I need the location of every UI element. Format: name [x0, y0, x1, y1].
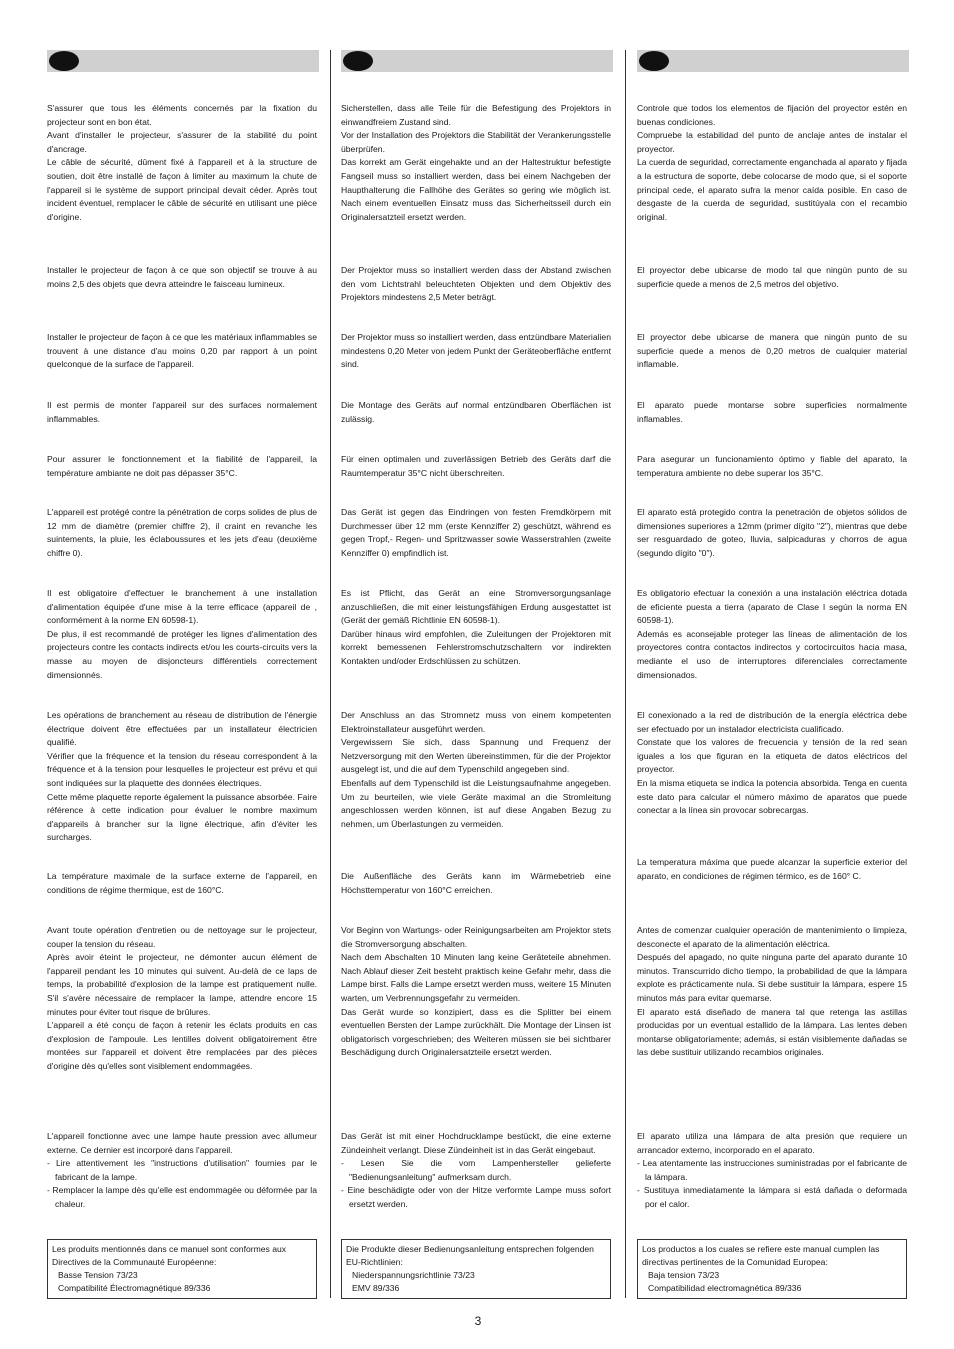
section-ambient-temperature	[47, 453, 317, 480]
text-line: Después del apagado, no quite ninguna parte del aparato durante 10 minutos. Transcurrido dicho tiempo, la probabilidad de que la lámpara explote es prácticamente nula. Si debe sustituir la lámpara, espere 15 minutos más para evitar quemarse.	[637, 952, 907, 1003]
text-line: En la misma etiqueta se indica la potencia absorbida. Tenga en cuenta este dato para calcular el número máximo de aparatos que puede conectar a la línea sin provocar sobrecargas.	[637, 777, 907, 816]
section-surface-temperature	[47, 870, 317, 897]
section-ip-protection	[47, 506, 317, 560]
section-lamp	[341, 1130, 611, 1212]
text-line: Para asegurar un funcionamiento óptimo y fiable del aparato, la temperatura ambiente no debe superar los 35°C.	[637, 454, 907, 478]
conformity-intro: Los productos a los cuales se refiere este manual cumplen las directivas pertinentes de la Comunidad Europea:	[642, 1244, 880, 1267]
section-flammable-distance	[47, 331, 317, 372]
text-line: El proyector debe ubicarse de manera que ningún punto de su superficie quede a menos de 0,20 metros de cualquier material inflamable.	[637, 332, 907, 370]
text-line: Installer le projecteur de façon à ce que son objectif se trouve à au moins 2,5 des objets que devra atteindre le faisceau lumineux.	[47, 265, 317, 289]
text-line: Für einen optimalen und zuverlässigen Betrieb des Geräts darf die Raumtemperatur 35°C nicht überschreiten.	[341, 454, 611, 478]
conformity-box	[341, 1239, 611, 1299]
language-marker-icon	[343, 51, 373, 71]
section-surface-temperature	[637, 856, 907, 883]
text-line: Sicherstellen, dass alle Teile für die Befestigung des Projektors in einwandfreiem Zustand sind.	[341, 103, 611, 127]
text-line: Nach dem Abschalten 10 Minuten lang keine Geräteteile abnehmen. Nach Ablauf dieser Zeit besteht praktisch keine Gefahr mehr, dass die Lampe birst. Falls die Lampe ersetzt werden muss, weitere 15 Minuten warten, um Verbrennungsgefahr zu vermeiden.	[341, 952, 611, 1003]
text-line: Il est obligatoire d'effectuer le branchement à une installation d'alimentation équipée d'une mise à la terre efficace (appareil de , conformément à la norme EN 60598-1).	[47, 588, 317, 626]
section-earthing	[637, 587, 907, 682]
text-line: Das korrekt am Gerät eingehakte und an der Haltestruktur befestigte Fangseil muss so installiert werden, dass bei einem Nachgeben der Haupthalterung die Fallhöhe des Gerätes so gering wie möglich ist. Nach einem eventuellen Einsatz muss das Sicherheitsseil durch ein Originalersatzteil ersetzt werden.	[341, 157, 611, 222]
text-line: De plus, il est recommandé de protéger les lignes d'alimentation des projecteurs contre les contacts indirects et/ou les courts-circuits vers la masse au moyen de disjoncteurs différentiels correctement dimensionnés.	[47, 628, 317, 680]
text-line: Compruebe la estabilidad del punto de anclaje antes de instalar el proyector.	[637, 130, 907, 154]
conformity-directive: Compatibilité Électromagnétique 89/336	[58, 1283, 211, 1293]
section-earthing	[341, 587, 611, 669]
text-line: Controle que todos los elementos de fijación del proyector estén en buenas condiciones.	[637, 103, 907, 127]
text-line: Pour assurer le fonctionnement et la fiabilité de l'appareil, la température ambiante ne doit pas dépasser 35°C.	[47, 454, 317, 478]
conformity-directive: EMV 89/336	[352, 1283, 400, 1293]
text-line: Antes de comenzar cualquier operación de mantenimiento o limpieza, desconecte el aparato de la alimentación eléctrica.	[637, 925, 907, 949]
section-mains-connection	[341, 709, 611, 831]
section-lamp	[637, 1130, 907, 1212]
section-maintenance	[47, 924, 317, 1074]
section-flammable-distance	[341, 331, 611, 372]
text-line: Die Außenfläche des Geräts kann im Wärmebetrieb eine Höchsttemperatur von 160°C erreichen.	[341, 871, 611, 895]
text-line: La temperatura máxima que puede alcanzar la superficie exterior del aparato, en condiciones de régimen térmico, es de 160° C.	[637, 857, 907, 881]
text-line: Der Projektor muss so installiert werden, dass entzündbare Materialien mindestens 0,20 Meter von jedem Punkt der Geräteoberfläche entfernt sind.	[341, 332, 611, 370]
language-marker-icon	[639, 51, 669, 71]
section-ip-protection	[637, 506, 907, 560]
language-header-bar	[47, 50, 319, 72]
section-mounting-surface	[47, 399, 317, 426]
conformity-intro: Les produits mentionnés dans ce manuel sont conformes aux Directives de la Communauté Européenne:	[52, 1244, 287, 1267]
text-line: Die Montage des Geräts auf normal entzündbaren Oberflächen ist zulässig.	[341, 400, 611, 424]
conformity-directive: Niederspannungsrichtlinie 73/23	[352, 1270, 475, 1280]
section-ip-protection	[341, 506, 611, 560]
text-line: Der Anschluss an das Stromnetz muss von einem kompetenten Elektroinstallateur ausgeführt werden.	[341, 710, 611, 734]
column-divider	[330, 50, 331, 1298]
section-surface-temperature	[341, 870, 611, 897]
text-line: L'appareil a été conçu de façon à retenir les éclats produits en cas d'explosion de l'ampoule. Les lentilles doivent obligatoirement être montées sur l'appareil et doivent être remplacées par des pièces d'origine dès qu'elles sont visiblement endommagées.	[47, 1020, 317, 1071]
language-marker-icon	[49, 51, 79, 71]
text-line: Ebenfalls auf dem Typenschild ist die Leistungsaufnahme angegeben. Um zu beurteilen, wie viele Geräte maximal an die Stromleitung angeschlossen werden können, ist auf diese Angaben Bezug zu nehmen, um Überlastungen zu vermeiden.	[341, 777, 611, 829]
text-line: El aparato puede montarse sobre superficies normalmente inflamables.	[637, 400, 907, 424]
text-line: Vérifier que la fréquence et la tension du réseau correspondent à la fréquence et à la tension pour lesquelles le projecteur est prévu et qui sont indiquées sur la plaquette des données électriques.	[47, 750, 317, 788]
section-maintenance	[637, 924, 907, 1060]
text-line: Les opérations de branchement au réseau de distribution de l'énergie électrique doivent être effectuées par un installateur électricien qualifié.	[47, 710, 317, 748]
text-line: El aparato está protegido contra la penetración de objetos sólidos de dimensiones superiores a 12mm (primer dígito "2"), mientras que debe ser resguardado de goteo, lluvia, salpicaduras y chorros de agua (segundo dígito "0").	[637, 507, 907, 558]
list-item: - Lesen Sie die vom Lampenhersteller gelieferte "Bedienungsanleitung" aufmerksam durch.	[341, 1158, 611, 1182]
text-line: El aparato está diseñado de manera tal que retenga las astillas producidas por un eventual estallido de la lámpara. Las lentes deben montarse obligatoriamente; además, si están visiblemente dañadas se las debe sustituir utilizando recambios originales.	[637, 1006, 907, 1058]
text-line: Das Gerät ist gegen das Eindringen von festen Fremdkörpern mit Durchmesser über 12 mm (erste Kennziffer 2) geschützt, während es gegen Tropf,- Regen- und Spritzwasser sowie Wasserstrahlen (zweite Kennziffer 0) empfindlich ist.	[341, 507, 611, 558]
language-header-bar	[341, 50, 613, 72]
section-mounting-surface	[637, 399, 907, 426]
conformity-box	[47, 1239, 317, 1299]
conformity-directive: Baja tension 73/23	[648, 1270, 720, 1280]
text-line: Cette même plaquette reporte également la puissance absorbée. Faire référence à cette indication pour évaluer le nombre maximum d'appareils à brancher sur la ligne électrique, afin d'éviter les surcharges.	[47, 791, 317, 843]
section-mains-connection	[47, 709, 317, 845]
conformity-intro: Die Produkte dieser Bedienungsanleitung entsprechen folgenden EU-Richtlinien:	[346, 1244, 594, 1267]
conformity-directive: Basse Tension 73/23	[58, 1270, 138, 1280]
column-french	[47, 50, 319, 1293]
text-line: Das Gerät ist mit einer Hochdrucklampe bestückt, die eine externe Zündeinheit verlangt. Diese Zündeinheit ist in das Gerät eingebaut.	[341, 1131, 611, 1155]
text-line: Darüber hinaus wird empfohlen, die Zuleitungen der Projektoren mit korrekt bemessenen Fehlerstromschutzschaltern vor indirekten Kontakten und/oder Erdschlüssen zu schützen.	[341, 628, 611, 666]
text-line: Vor Beginn von Wartungs- oder Reinigungsarbeiten am Projektor stets die Stromversorgung abschalten.	[341, 925, 611, 949]
column-german	[341, 50, 613, 1293]
text-line: Avant d'installer le projecteur, s'assurer de la stabilité du point d'ancrage.	[47, 130, 317, 154]
text-line: La cuerda de seguridad, correctamente enganchada al aparato y fijada a la estructura de soporte, debe colocarse de modo que, si el soporte principal cede, el aparato sufra la menor caída posible. En caso de desgaste de la cuerda de seguridad, sustitúyala con el recambio original.	[637, 157, 907, 222]
section-distance-objects	[637, 264, 907, 291]
text-line: Der Projektor muss so installiert werden dass der Abstand zwischen den vom Lichtstrahl beleuchteten Objekten und dem Objektiv des Projektors mindestens 2,5 Meter beträgt.	[341, 265, 611, 303]
section-fixation	[47, 102, 317, 224]
section-ambient-temperature	[637, 453, 907, 480]
list-item: - Eine beschädigte oder von der Hitze verformte Lampe muss sofort ersetzt werden.	[341, 1185, 611, 1209]
text-line: Constate que los valores de frecuencia y tensión de la red sean iguales a los que figuran en la etiqueta de datos eléctricos del proyector.	[637, 737, 907, 775]
text-line: Avant toute opération d'entretien ou de nettoyage sur le projecteur, couper la tension du réseau.	[47, 925, 317, 949]
text-line: Après avoir éteint le projecteur, ne démonter aucun élément de l'appareil pendant les 10 minutes qui suivent. Au-delà de ce laps de temps, la probabilité d'explosion de la lampe est pratiquement nulle. S'il s'avère nécessaire de remplacer la lampe, attendre encore 15 minutes pour éviter tout risque de brûlures.	[47, 952, 317, 1017]
text-line: Es ist Pflicht, das Gerät an eine Stromversorgungsanlage anzuschließen, die mit einer leistungsfähigen Erdung ausgestattet ist (Gerät der gemäß Richtlinie EN 60598-1).	[341, 588, 611, 626]
text-line: Vor der Installation des Projektors die Stabilität der Verankerungsstelle überprüfen.	[341, 130, 611, 154]
text-line: La température maximale de la surface externe de l'appareil, en conditions de régime thermique, est de 160°C.	[47, 871, 317, 895]
text-line: Das Gerät wurde so konzipiert, dass es die Splitter bei einem eventuellen Bersten der Lampe zurückhält. Die Montage der Linsen ist obligatorisch vorgeschrieben; des Weiteren müssen sie bei sichtbarer Beschädigung durch Originalersatzteile ersetzt werden.	[341, 1006, 611, 1058]
text-line: Installer le projecteur de façon à ce que les matériaux inflammables se trouvent à une distance d'au moins 0,20 par rapport à un point quelconque de la surface de l'appareil.	[47, 332, 317, 370]
section-flammable-distance	[637, 331, 907, 372]
text-line: L'appareil fonctionne avec une lampe haute pression avec allumeur externe. Ce dernier est incorporé dans l'appareil.	[47, 1131, 317, 1155]
column-spanish	[637, 50, 909, 1293]
text-line: L'appareil est protégé contre la pénétration de corps solides de plus de 12 mm de diamètre (premier chiffre 2), il craint en revanche les suintements, la pluie, les éclaboussures et les jets d'eau (deuxième chiffre 0).	[47, 507, 317, 558]
list-item: - Sustituya inmediatamente la lámpara si está dañada o deformada por el calor.	[637, 1185, 907, 1209]
conformity-directive: Compatibilidad electromagnética 89/336	[648, 1283, 802, 1293]
text-line: Vergewissern Sie sich, dass Spannung und Frequenz der Netzversorgung mit den Werten übereinstimmen, für die der Projektor ausgelegt ist, und die auf dem Typenschild angegeben sind.	[341, 737, 611, 775]
text-line: Il est permis de monter l'appareil sur des surfaces normalement inflammables.	[47, 400, 317, 424]
section-lamp	[47, 1130, 317, 1212]
text-line: Es obligatorio efectuar la conexión a una instalación eléctrica dotada de eficiente puesta a tierra (aparato de Clase I según la norma EN 60598-1).	[637, 588, 907, 626]
section-fixation	[341, 102, 611, 224]
page-number: 3	[474, 1314, 482, 1328]
list-item: - Lire attentivement les "instructions d'utilisation" fournies par le fabricant de la lampe.	[47, 1158, 317, 1182]
section-mains-connection	[637, 709, 907, 818]
list-item: - Lea atentamente las instrucciones suministradas por el fabricante de la lámpara.	[637, 1158, 907, 1182]
section-distance-objects	[341, 264, 611, 305]
conformity-box	[637, 1239, 907, 1299]
text-line: Le câble de sécurité, dûment fixé à l'appareil et à la structure de soutien, doit être installé de façon à limiter au maximum la chute de l'appareil si le système de support principal devait céder. Après tout incident éventuel, remplacer le câble de sécurité en utilisant une pièce d'origine.	[47, 157, 317, 222]
section-mounting-surface	[341, 399, 611, 426]
text-line: S'assurer que tous les éléments concernés par la fixation du projecteur sont en bon état.	[47, 103, 317, 127]
text-line: Además es aconsejable proteger las líneas de alimentación de los proyectores contra contactos indirectos y cortocircuitos hacia masa, mediante el uso de interruptores diferenciales correctamente dimensionados.	[637, 628, 907, 680]
section-maintenance	[341, 924, 611, 1060]
section-earthing	[47, 587, 317, 682]
section-distance-objects	[47, 264, 317, 291]
language-header-bar	[637, 50, 909, 72]
text-line: El proyector debe ubicarse de modo tal que ningún punto de su superficie quede a menos de 2,5 metros del objetivo.	[637, 265, 907, 289]
list-item: - Remplacer la lampe dès qu'elle est endommagée ou déformée par la chaleur.	[47, 1185, 317, 1209]
text-line: El conexionado a la red de distribución de la energía eléctrica debe ser efectuado por un instalador electricista cualificado.	[637, 710, 907, 734]
text-line: El aparato utiliza una lámpara de alta presión que requiere un arrancador externo, incorporado en el aparato.	[637, 1131, 907, 1155]
section-ambient-temperature	[341, 453, 611, 480]
section-fixation	[637, 102, 907, 224]
column-divider	[625, 50, 626, 1298]
